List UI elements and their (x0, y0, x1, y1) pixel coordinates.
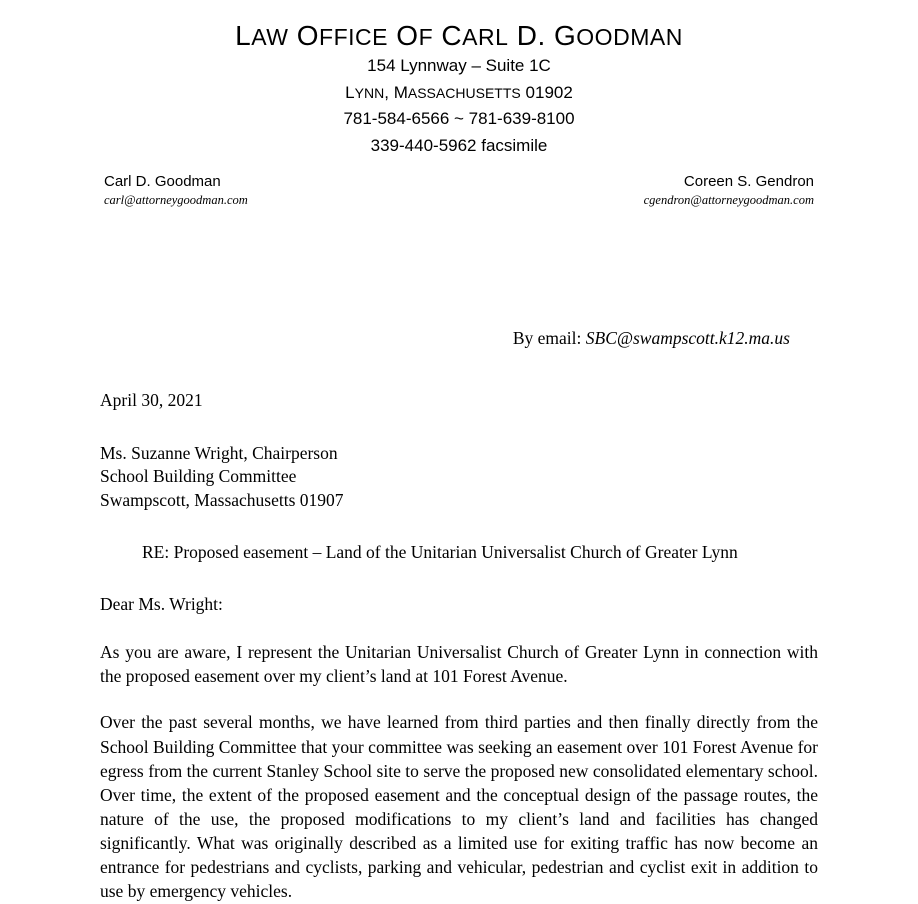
attorney-name: Coreen S. Gendron (683, 172, 814, 190)
by-email-label: By email: (512, 327, 582, 348)
firm-fax-number: 339-440-5962 facsimile (370, 136, 548, 156)
firm-phone-numbers: 781-584-6566 ~ 781-639-8100 (343, 109, 575, 129)
salutation: Dear Ms. Wright: (100, 593, 223, 614)
addressee-line-3: Swampscott, Massachusetts 01907 (100, 489, 344, 510)
letterhead (100, 0, 818, 159)
subject-line: RE: Proposed easement – Land of the Unitarian Universalist Church of Greater Lynn (142, 541, 738, 562)
attorney-list (100, 173, 818, 208)
letter-body (100, 326, 818, 904)
attorney-name: Carl D. Goodman (104, 172, 221, 190)
body-paragraph: Over the past several months, we have learned from third parties and then finally directly from the School Building Committee that your committee was seeking an easement over 101 Forest Avenue for egress from the current Stanley School site to serve the proposed new consolidated elementary school. Over time, the extent of the proposed easement and the conceptual design of the passage routes, the nature of the use, the proposed modifications to my client’s land and facilities has changed significantly. What was originally described as a limited use for exiting traffic has now become an entrance for pedestrians and cyclists, parking and vehicular, pedestrian and cyclist exit in addition to use by emergency vehicles. (100, 712, 818, 902)
attorney-entry (104, 173, 248, 208)
letter-date: April 30, 2021 (100, 389, 203, 410)
firm-name: LAW OFFICE OF CARL D. GOODMAN (235, 20, 683, 51)
by-email-address[interactable]: SBC@swampscott.k12.ma.us (585, 327, 790, 348)
addressee-line-2: School Building Committee (100, 466, 297, 487)
attorney-email[interactable]: cgendron@attorneygoodman.com (643, 192, 814, 207)
by-email-line (100, 326, 818, 350)
body-paragraph: As you are aware, I represent the Unitarian Universalist Church of Greater Lynn in connection with the proposed easement over my client’s land at 101 Forest Avenue. (100, 642, 818, 687)
firm-city-state-zip: LYNN, MASSACHUSETTS 01902 (345, 82, 573, 102)
attorney-entry (644, 173, 814, 208)
addressee-line-1: Ms. Suzanne Wright, Chairperson (100, 443, 338, 464)
firm-address: 154 Lynnway – Suite 1C (367, 56, 551, 76)
attorney-email[interactable]: carl@attorneygoodman.com (104, 192, 248, 207)
addressee-block (100, 442, 818, 512)
